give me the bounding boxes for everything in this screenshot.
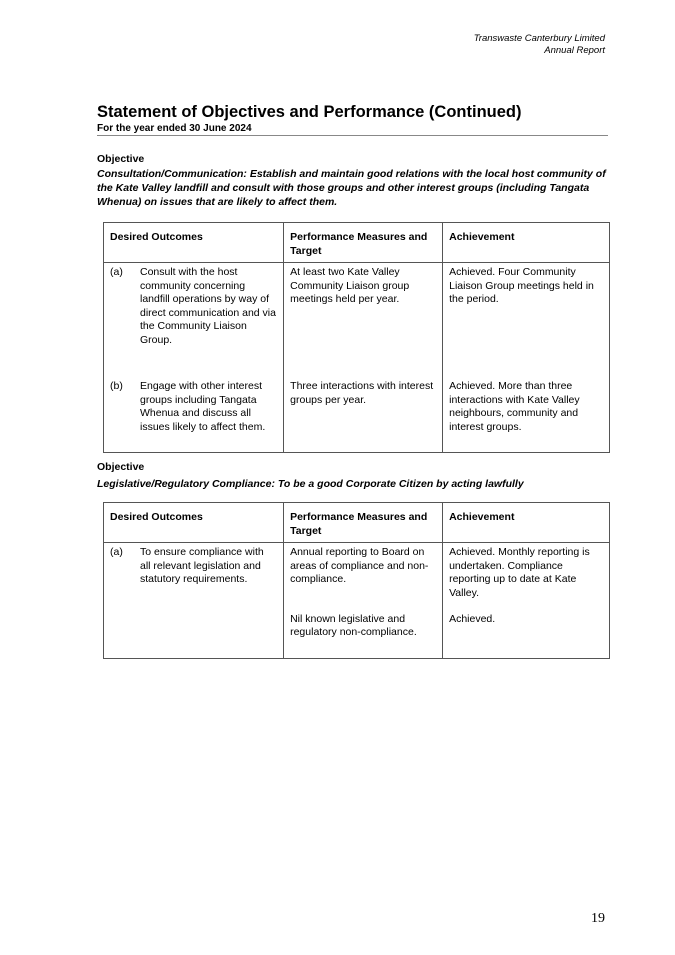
header-achievement: Achievement <box>443 223 610 263</box>
row-letter: (b) <box>110 380 123 392</box>
objective-1-label: Objective <box>97 153 145 165</box>
running-header <box>474 33 605 57</box>
row-measure: At least two Kate Valley Community Liaison group meetings held per year. <box>284 263 443 378</box>
header-report: Annual Report <box>544 45 605 56</box>
objective-2-label: Objective <box>97 461 145 473</box>
page-subtitle: For the year ended 30 June 2024 <box>97 123 252 134</box>
row-letter: (a) <box>110 546 123 558</box>
header-achievement: Achievement <box>443 503 610 543</box>
row-achievement: Achieved. Monthly reporting is undertaken. Compliance reporting up to date at Kate Valley. <box>449 546 590 599</box>
row-achievement: Achieved. <box>449 613 496 625</box>
header-performance-measures: Performance Measures and Target <box>284 503 443 543</box>
objective-2-text: Legislative/Regulatory Compliance: To be a good Corporate Citizen by acting lawfully <box>97 478 524 490</box>
table-header-row <box>104 223 610 263</box>
header-desired-outcomes: Desired Outcomes <box>104 223 284 263</box>
header-performance-measures: Performance Measures and Target <box>284 223 443 263</box>
row-letter: (a) <box>110 266 123 278</box>
objective-1-text: Consultation/Communication: Establish and maintain good relations with the local host community of the Kate Valley landfill and consult with those groups and other interest groups (including Tangata Whenua) on issues that are likely to affect them. <box>97 168 606 208</box>
row-measure: Three interactions with interest groups per year. <box>284 377 443 453</box>
row-outcome: To ensure compliance with all relevant legislation and statutory requirements. <box>140 546 264 585</box>
table-row <box>104 543 610 659</box>
header-company: Transwaste Canterbury Limited <box>473 33 605 44</box>
table-row <box>104 377 610 453</box>
table-header-row <box>104 503 610 543</box>
page-title: Statement of Objectives and Performance (Continued) <box>97 103 522 121</box>
row-achievement: Achieved. More than three interactions with Kate Valley neighbours, community and interest groups. <box>443 377 610 453</box>
row-measure: Annual reporting to Board on areas of compliance and non-compliance. <box>290 546 429 585</box>
row-achievement: Achieved. Four Community Liaison Group meetings held in the period. <box>443 263 610 378</box>
objective-2-table <box>103 502 610 659</box>
row-outcome: Engage with other interest groups including Tangata Whenua and discuss all issues likely to affect them. <box>140 380 266 433</box>
page-number: 19 <box>591 911 605 926</box>
title-divider <box>97 135 608 136</box>
row-measure: Nil known legislative and regulatory non-compliance. <box>290 612 417 638</box>
table-row <box>104 263 610 378</box>
header-desired-outcomes: Desired Outcomes <box>104 503 284 543</box>
row-outcome: Consult with the host community concerning landfill operations by way of direct communication and via the Community Liaison Group. <box>140 266 276 346</box>
objective-1-table <box>103 222 610 453</box>
